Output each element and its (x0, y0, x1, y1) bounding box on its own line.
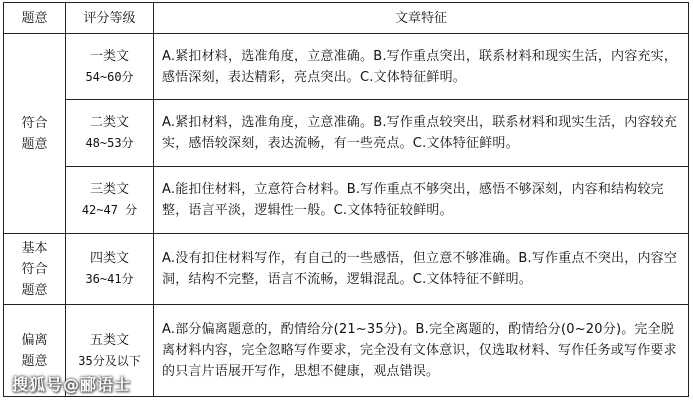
grade-cell (66, 167, 154, 234)
table-row (4, 167, 689, 234)
grade-name: 一类文 (89, 48, 129, 64)
feature-cell (154, 305, 689, 397)
grade-score: 54~60分 (85, 69, 134, 84)
header-category: 题意 (4, 3, 66, 34)
feature-cell (154, 100, 689, 167)
grade-name: 五类文 (89, 332, 129, 348)
feature-text: A.紧扣材料，选准角度，立意准确。B.写作重点突出，联系材料和现实生活，内容充实，感悟深刻，表达精彩，亮点突出。C.文体特征鲜明。 (162, 48, 678, 85)
watermark-text: 搜狐号@郦语士 (12, 375, 132, 394)
feature-cell (154, 34, 689, 100)
category-line: 基本 (21, 240, 48, 256)
grade-name: 二类文 (89, 115, 129, 130)
category-line: 符合 (21, 261, 48, 277)
feature-text: A.部分偏离题意的，酌情给分(21~35分)。B.完全离题的，酌情给分(0~20分)。完全脱离材料内容，完全忽略写作要求，完全没有文体意识，仅选取材料、写作任务或写作要求的只言片语展开写作，思想不健康，观点错误。 (162, 322, 677, 379)
header-row (4, 3, 689, 34)
category-fits-topic (4, 34, 66, 234)
grade-cell (66, 234, 154, 305)
table-row (4, 34, 689, 100)
feature-text: A.没有扣住材料写作，有自己的一些感悟，但立意不够准确。B.写作重点不突出，内容空洞，结构不完整，语言不流畅，逻辑混乱。C.文体特征不鲜明。 (162, 251, 678, 287)
category-basically-fits-topic (4, 234, 66, 305)
grade-name: 三类文 (89, 182, 129, 197)
grade-name: 四类文 (89, 251, 129, 266)
category-line: 符合 (21, 115, 48, 131)
grade-score: 35分及以下 (78, 353, 141, 368)
grade-score: 36~41分 (85, 272, 134, 286)
header-features: 文章特征 (154, 3, 689, 34)
category-line: 偏离 (21, 332, 48, 348)
grade-score: 48~53分 (85, 136, 134, 150)
table-row (4, 100, 689, 167)
feature-cell (154, 167, 689, 234)
grade-score: 42~47 分 (81, 203, 138, 217)
feature-text: A.能扣住材料，立意符合材料。B.写作重点不够突出，感悟不够深刻，内容和结构较完整，语言平淡，逻辑性一般。C.文体特征较鲜明。 (162, 182, 664, 218)
scoring-rubric-table (3, 2, 689, 397)
category-line: 题意 (21, 136, 48, 152)
category-line: 题意 (21, 282, 48, 298)
category-line: 题意 (21, 353, 48, 369)
grade-cell (66, 100, 154, 167)
feature-cell (154, 234, 689, 305)
feature-text: A.紧扣材料，选准角度，立意准确。B.写作重点较突出，联系材料和现实生活，内容较充实，感悟较深刻，表达流畅，有一些亮点。C.文体特征鲜明。 (162, 115, 678, 151)
grade-cell (66, 34, 154, 100)
table-row (4, 234, 689, 305)
header-grade: 评分等级 (66, 3, 154, 34)
